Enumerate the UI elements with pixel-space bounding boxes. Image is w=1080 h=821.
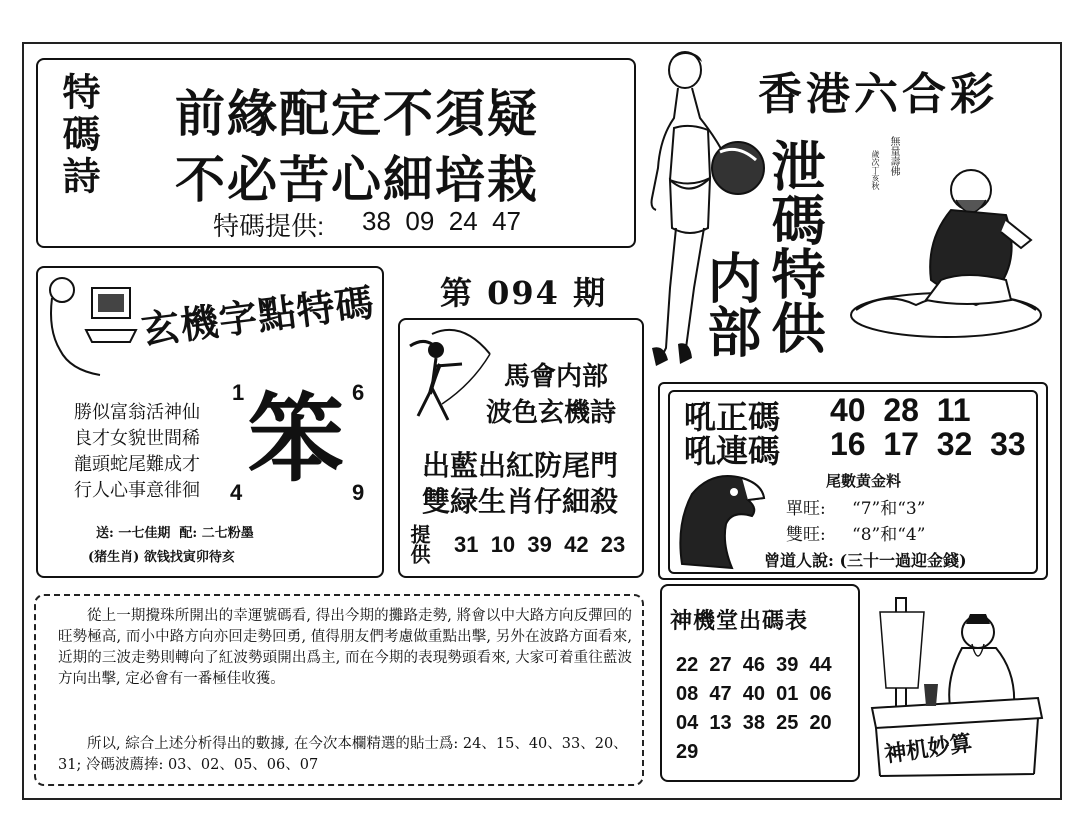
eagle-illustration <box>672 464 767 574</box>
horse-supply-label: 提供 <box>407 524 431 564</box>
buddha-inscription-2: 歲次丁亥秋 <box>871 150 880 190</box>
issue-label: 第 094 期 <box>440 274 608 312</box>
codes-row-2-numbers: 16 17 32 33 <box>830 426 1026 462</box>
archer-illustration <box>402 324 497 434</box>
table-row: 08 47 40 01 06 <box>676 683 832 705</box>
horse-title-1: 馬會内部 <box>504 362 609 392</box>
single-value: “7”和“3” <box>852 499 926 519</box>
mystic-line-4: 行人心事意徘徊 <box>74 480 200 501</box>
horse-poem-1: 出藍出紅防尾門 <box>422 449 619 482</box>
banner-column-1: 泄碼特供 <box>764 138 824 354</box>
poem-line-2: 不必苦心細培栽 <box>175 150 539 209</box>
buddha-inscription-1: 無量壽佛 <box>888 136 899 176</box>
horse-poem-2: 雙緑生肖仔細殺 <box>422 485 619 518</box>
mystic-corner-1: 1 <box>232 380 245 405</box>
table-row: 22 27 46 39 44 <box>676 654 832 676</box>
mystic-big-character: 笨 <box>248 382 344 495</box>
computer-girl-illustration <box>40 270 140 390</box>
tail-title: 尾數黄金料 <box>826 472 902 490</box>
poem-line-1: 前緣配定不須疑 <box>175 84 539 143</box>
poem-side-label: 特碼詩 <box>56 72 101 198</box>
mystic-line-3: 龍頭蛇尾難成才 <box>74 454 200 475</box>
mystic-note-2: (猪生肖) 欲钱找寅卯待亥 <box>88 550 235 565</box>
mystic-corner-6: 6 <box>352 380 365 405</box>
double-label: 雙旺: <box>786 525 826 545</box>
table-row: 04 13 38 25 20 <box>676 712 832 734</box>
codes-row-1-label: 吼正碼 <box>684 398 781 436</box>
codes-row-2-label: 吼連碼 <box>684 432 781 470</box>
single-label: 單旺: <box>786 499 826 519</box>
double-value: “8”和“4” <box>852 525 926 545</box>
poem-supply-label: 特碼提供: <box>213 211 325 241</box>
mystic-line-2: 良才女貌世間稀 <box>74 428 200 449</box>
banner-column-2: 内部 <box>700 250 760 358</box>
horse-numbers: 31 10 39 42 23 <box>454 532 626 557</box>
analysis-para-1: 從上一期攪珠所開出的幸運號碼看, 得出今期的攤路走勢, 將會以中大路方向反彈回的旺勢極高, 而小中路方向亦回走勢回勇, 值得朋友們考慮做重點出擊, 另外在波路方面看來, 近期的三波走勢則轉向了紅波勢頭開出爲主, 而在今期的表現勢頭看來, 大家可着重往藍波方向出擊, 定必會有一番極佳收獲。 <box>58 608 632 687</box>
horse-title-2: 波色玄機詩 <box>486 398 617 428</box>
poem-supply-numbers: 38 09 24 47 <box>362 206 522 236</box>
mystic-title: 玄機字點特碼 <box>138 279 377 353</box>
scroll-sign-text: 神机妙算 <box>882 729 974 768</box>
brand-title: 香港六合彩 <box>758 69 998 120</box>
mystic-note-1: 送: 一七佳期 配: 二七粉墨 <box>96 526 254 541</box>
mystic-line-1: 勝似富翁活神仙 <box>74 402 200 423</box>
table-row: 29 <box>676 741 699 763</box>
codes-row-1-numbers: 40 28 11 <box>830 392 971 428</box>
analysis-para-2: 所以, 綜合上述分析得出的數據, 在今次本欄精選的貼士爲: 24、15、40、33、20、31; 冷碼波薦捧: 03、02、05、06、07 <box>58 736 628 773</box>
mystic-corner-9: 9 <box>352 480 365 505</box>
number-table-title: 神機堂出碼表 <box>670 608 809 634</box>
mystic-corner-4: 4 <box>230 480 243 505</box>
saying: 曾道人說: (三十一過迎金錢) <box>764 551 967 570</box>
